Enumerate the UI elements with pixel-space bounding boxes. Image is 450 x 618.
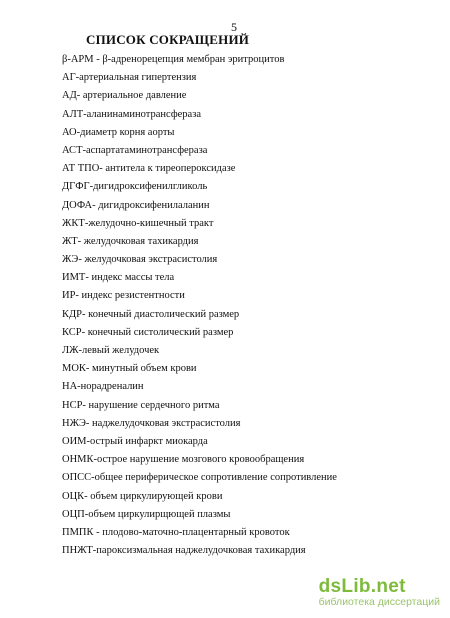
page-number: 5 [231, 20, 237, 34]
page-title: СПИСОК СОКРАЩЕНИЙ [86, 32, 250, 47]
list-item: ОЦК- объем циркулирующей крови [62, 490, 223, 502]
abbreviation-list [62, 51, 337, 560]
list-item: АД- артериальное давление [62, 90, 187, 102]
list-item: НА-норадреналин [62, 381, 144, 393]
list-item: АЛТ-аланинаминотрансфераза [62, 108, 201, 120]
list-item: ОИМ-острый инфаркт миокарда [62, 435, 208, 447]
list-item: ЖТ- желудочковая тахикардия [62, 235, 199, 247]
list-item: ОПСС-общее периферическое сопротивление сопротивление [62, 472, 337, 484]
list-item: ЛЖ-левый желудочек [62, 345, 160, 356]
list-item: ЖКТ-желудочно-кишечный тракт [62, 217, 214, 229]
list-item: АГ-артериальная гипертензия [62, 72, 197, 84]
watermark-logo: dsLib.net [318, 576, 406, 597]
list-item: ИР- индекс резистентности [62, 290, 185, 302]
list-item: ДОФА- дигидроксифенилаланин [62, 199, 210, 211]
list-item: ИМТ- индекс массы тела [62, 272, 175, 284]
list-item: КДР- конечный диастолический размер [62, 308, 240, 320]
list-item: МОК- минутный объем крови [62, 363, 197, 375]
list-item: АСТ-аспартатаминотрансфераза [62, 144, 208, 156]
list-item: β-АРМ - β-адренорецепция мембран эритроцитов [62, 54, 285, 65]
list-item: ОЦП-объем циркулирщющей плазмы [62, 508, 231, 520]
watermark-caption: библиотека диссертаций [318, 596, 440, 608]
watermark [319, 576, 440, 608]
list-item: АО-диаметр корня аорты [62, 126, 175, 138]
list-item: КСР- конечный систолический размер [62, 326, 234, 338]
list-item: ДГФГ-дигидроксифенилгликоль [62, 181, 208, 193]
list-item: ЖЭ- желудочковая экстрасистолия [62, 254, 218, 266]
list-item: ПМПК - плодово-маточно-плацентарный кровоток [62, 526, 290, 538]
list-item: ПНЖТ-пароксизмальная наджелудочковая тахикардия [62, 545, 306, 557]
list-item: ОНМК-острое нарушение мозгового кровообращения [62, 454, 305, 466]
list-item: НСР- нарушение сердечного ритма [62, 399, 220, 411]
list-item: АТ ТПО- антитела к тиреопероксидазе [62, 163, 236, 175]
list-item: НЖЭ- наджелудочковая экстрасистолия [62, 417, 241, 429]
